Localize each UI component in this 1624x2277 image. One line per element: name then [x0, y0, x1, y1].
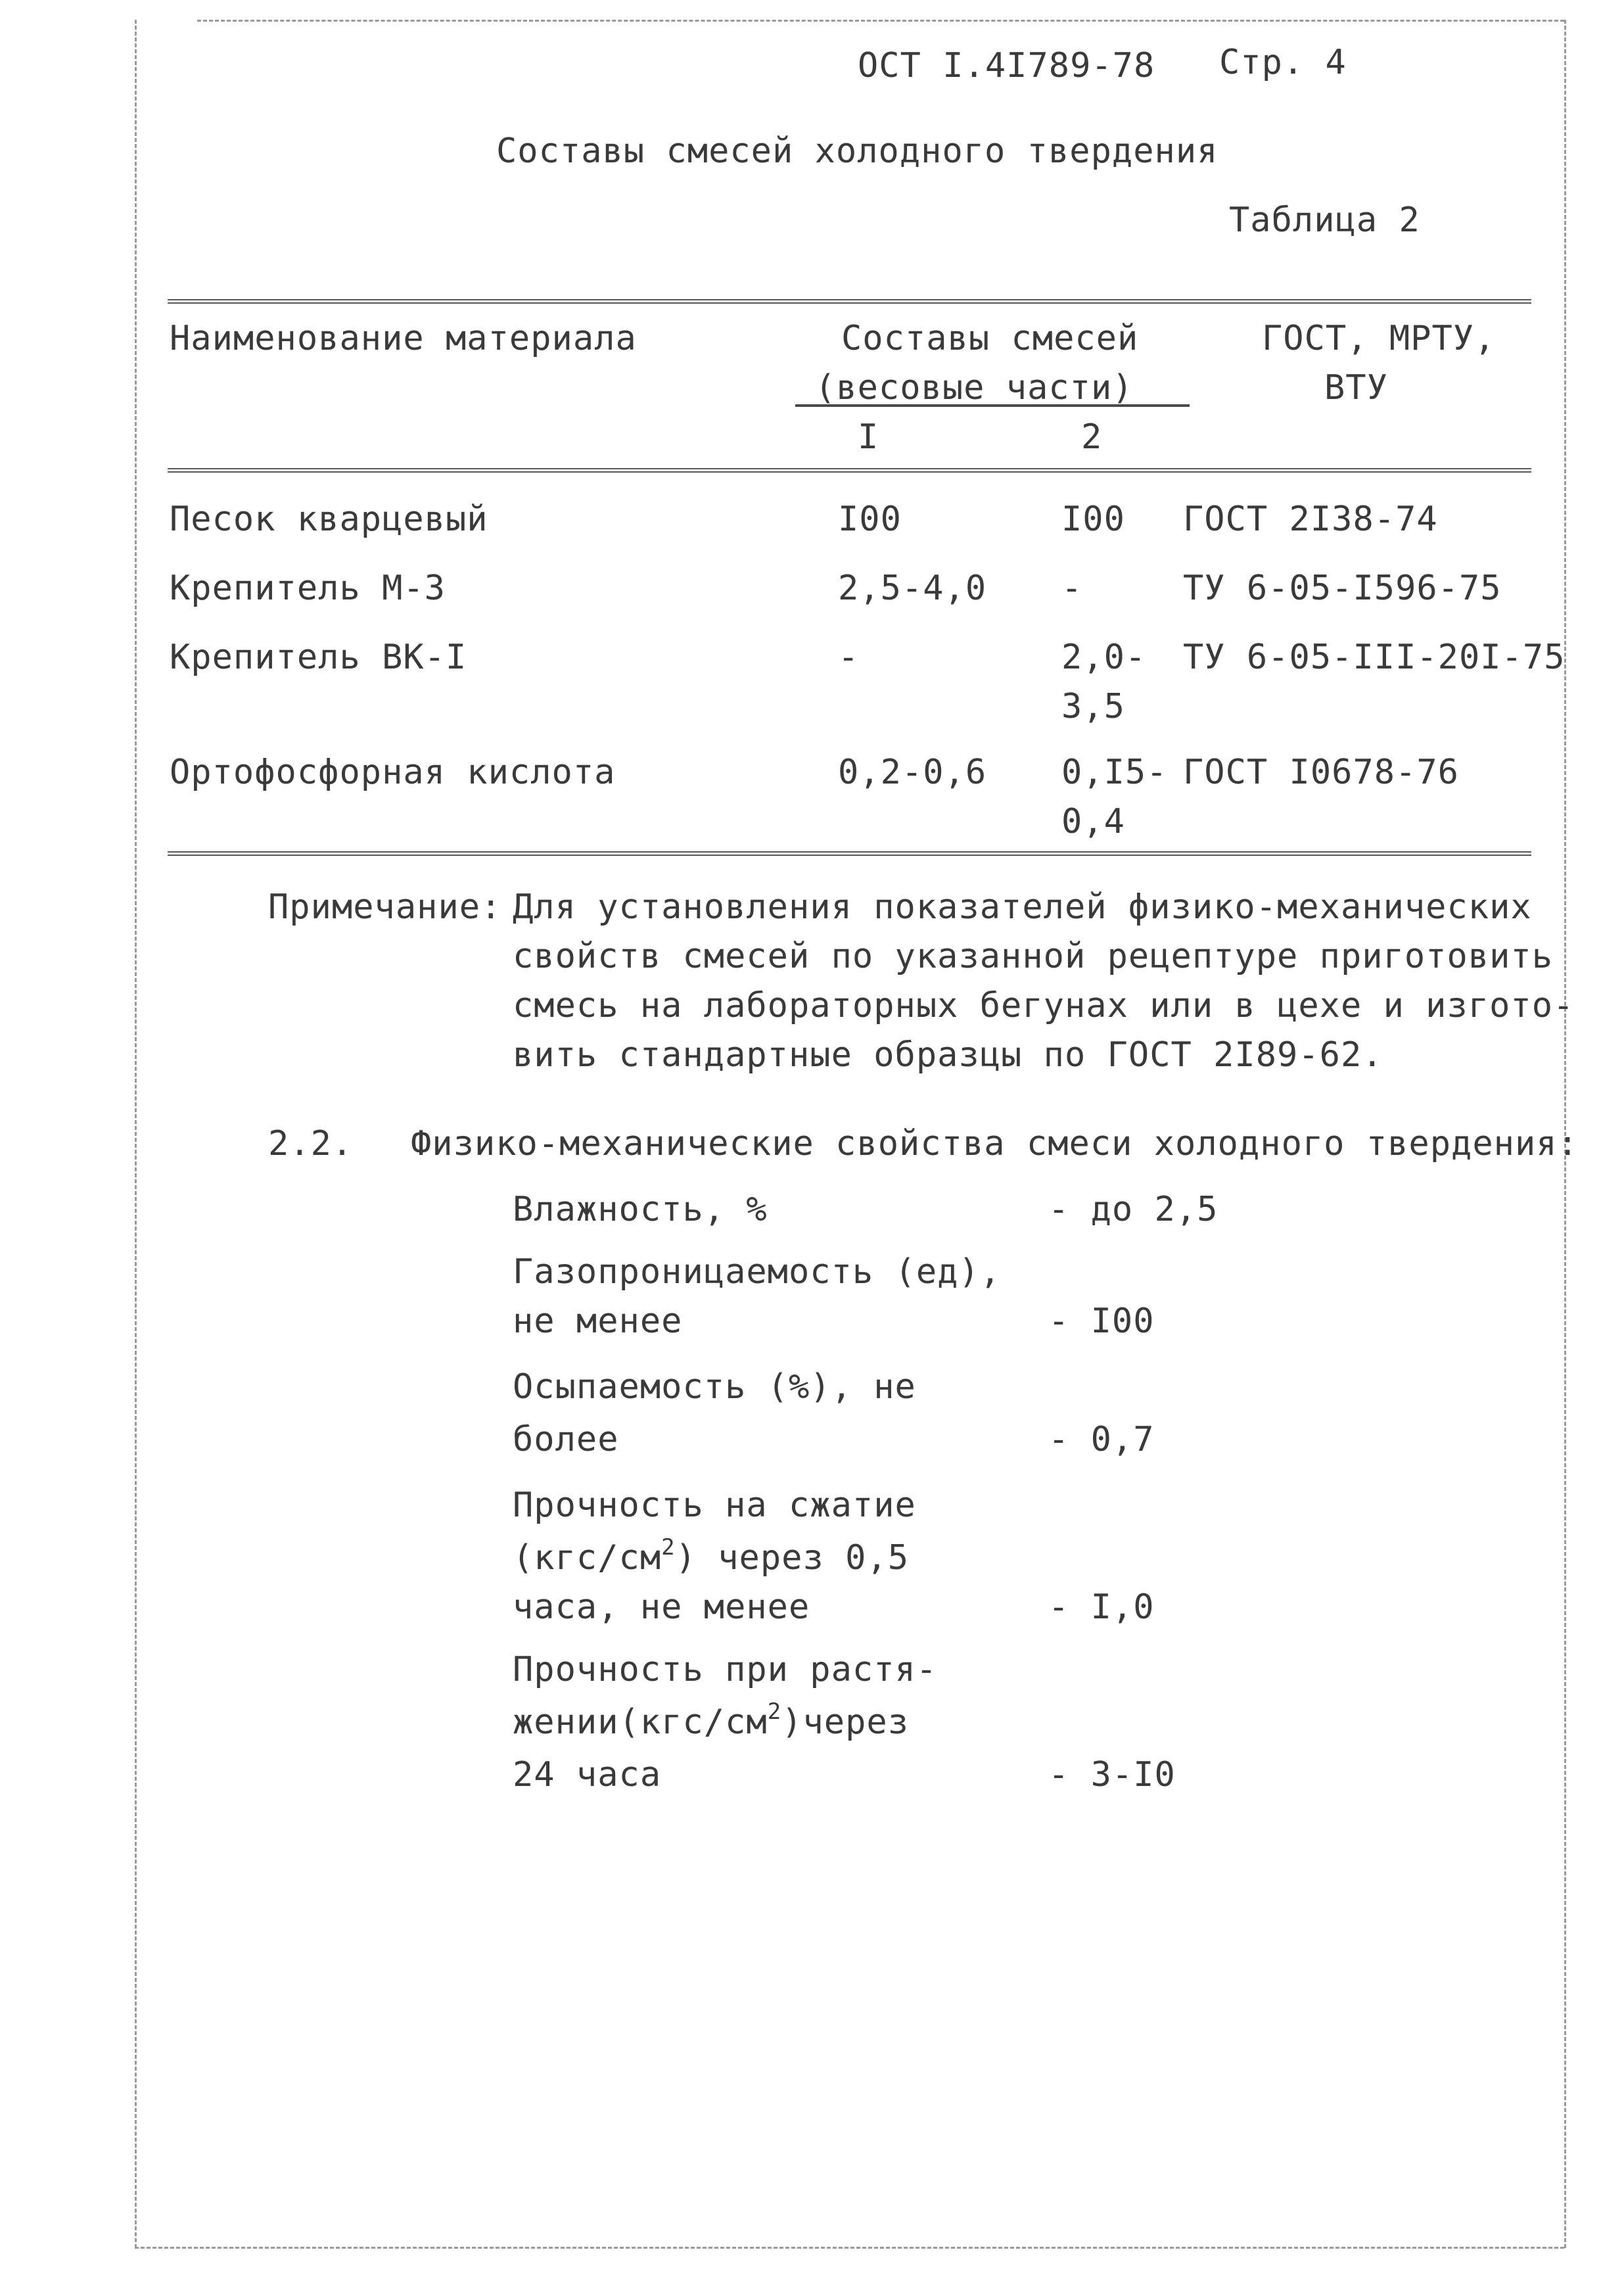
- table-top-rule: [168, 299, 1531, 304]
- property-value: - 0,7: [1048, 1420, 1155, 1459]
- property-value: - I00: [1048, 1302, 1155, 1341]
- property-label: Влажность, %: [513, 1190, 768, 1229]
- document-code: ОСТ I.4I789-78: [858, 46, 1155, 85]
- header-standard-2: ВТУ: [1324, 368, 1388, 408]
- page-border-top: [197, 20, 1564, 22]
- table-cell-c2: 0,I5-: [1061, 753, 1168, 792]
- note-line: Для установления показателей физико-механических: [513, 887, 1532, 927]
- property-label-line: [513, 1699, 909, 1745]
- note-label: Примечание:: [268, 887, 502, 927]
- table-cell-c2-cont: 3,5: [1061, 687, 1125, 726]
- table-cell-material: Ортофосфорная кислота: [170, 753, 616, 792]
- table-cell-c2: I00: [1061, 500, 1125, 539]
- header-material: Наименование материала: [170, 319, 637, 358]
- property-label-unit: жении(кгс/см: [513, 1702, 768, 1742]
- table-cell-standard: ТУ 6-05-III-20I-75: [1183, 638, 1566, 677]
- table-cell-material: Крепитель ВК-I: [170, 638, 467, 677]
- property-label: Прочность на сжатие: [513, 1486, 916, 1525]
- property-value: - до 2,5: [1048, 1190, 1218, 1229]
- table-cell-c1: I00: [838, 500, 902, 539]
- page-number: Стр. 4: [1219, 43, 1347, 82]
- section-number: 2.2.: [268, 1124, 354, 1163]
- table-cell-c1: 2,5-4,0: [838, 569, 987, 608]
- property-label-unit: (кгс/см: [513, 1538, 662, 1578]
- section-heading: Физико-механические свойства смеси холодного твердения:: [411, 1124, 1579, 1163]
- header-col-2: 2: [1081, 417, 1103, 457]
- table-cell-c2: -: [1061, 569, 1083, 608]
- property-label: 24 часа: [513, 1755, 662, 1795]
- header-compositions-units: (весовые части): [815, 368, 1134, 408]
- property-label: более: [513, 1420, 619, 1459]
- property-label: Осыпаемость (%), не: [513, 1367, 916, 1407]
- table-cell-c2: 2,0-: [1061, 638, 1147, 677]
- property-value: - 3-I0: [1048, 1755, 1176, 1795]
- table-cell-c1: 0,2-0,6: [838, 753, 987, 792]
- table-header-rule: [168, 468, 1531, 473]
- note-line: вить стандартные образцы по ГОСТ 2I89-62.: [513, 1035, 1383, 1075]
- property-label: Прочность при растя-: [513, 1650, 938, 1689]
- property-label-tail: ) через 0,5: [675, 1538, 910, 1578]
- property-label-line: [513, 1535, 909, 1581]
- superscript: 2: [767, 1699, 782, 1725]
- property-label-tail: )через: [781, 1702, 910, 1742]
- superscript: 2: [661, 1534, 676, 1561]
- table-cell-c2-cont: 0,4: [1061, 802, 1125, 841]
- page-border-bottom: [135, 2247, 1564, 2249]
- table-cell-standard: ГОСТ I0678-76: [1183, 753, 1459, 792]
- page-border-left: [135, 20, 137, 2248]
- property-label: Газопроницаемость (ед),: [513, 1252, 1002, 1292]
- header-col-1: I: [858, 417, 879, 457]
- note-line: смесь на лабораторных бегунах или в цехе и изгото-: [513, 986, 1575, 1025]
- table-label: Таблица 2: [1229, 200, 1420, 240]
- table-cell-c1: -: [838, 638, 860, 677]
- table-cell-standard: ТУ 6-05-I596-75: [1183, 569, 1502, 608]
- table-bottom-rule: [168, 851, 1531, 856]
- header-compositions: Составы смесей: [841, 319, 1139, 358]
- table-cell-material: Крепитель М-3: [170, 569, 446, 608]
- page-title: Составы смесей холодного твердения: [496, 131, 1218, 171]
- property-label: часа, не менее: [513, 1587, 810, 1627]
- header-standard: ГОСТ, МРТУ,: [1262, 319, 1496, 358]
- table-cell-standard: ГОСТ 2I38-74: [1183, 500, 1438, 539]
- property-label: не менее: [513, 1302, 683, 1341]
- table-cell-material: Песок кварцевый: [170, 500, 488, 539]
- header-underline: [795, 404, 1190, 407]
- property-value: - I,0: [1048, 1587, 1155, 1627]
- note-line: свойств смесей по указанной рецептуре приготовить: [513, 937, 1554, 976]
